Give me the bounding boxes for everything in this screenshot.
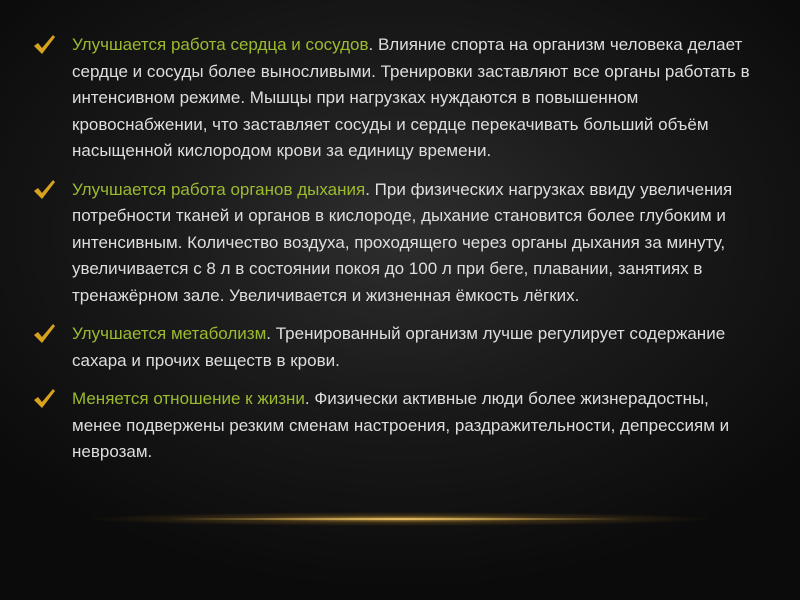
- bullet-heading: Улучшается работа органов дыхания: [72, 179, 366, 199]
- decorative-glow-line: [170, 518, 630, 520]
- bullet-item: [30, 32, 750, 165]
- bullet-list: [30, 32, 750, 478]
- bullet-item: [30, 386, 750, 466]
- checkmark-icon: [32, 33, 56, 57]
- bullet-heading: Улучшается метаболизм: [72, 324, 267, 343]
- checkmark-icon: [32, 178, 56, 202]
- bullet-text: . Влияние спорта на организм человека делает сердце и сосуды более выносливыми. Тренировки заставляют все органы работать в интенсивном режиме. Мышцы при нагрузках нуждаются в повышенном кровоснабжении, что заставляет сосуды и сердце перекачивать больший объём насыщенной кислородом крови за единицу времени.: [72, 35, 750, 160]
- checkmark-icon: [32, 322, 56, 346]
- bullet-heading: Меняется отношение к жизни: [72, 389, 305, 408]
- bullet-heading: Улучшается работа сердца и сосудов: [72, 35, 369, 54]
- bullet-text: . Физически активные люди более жизнерадостны, менее подвержены резким сменам настроения, раздражительности, депрессиям и неврозам.: [72, 389, 730, 461]
- bullet-item: [30, 177, 750, 310]
- bullet-text: . Тренированный организм лучше регулирует содержание сахара и прочих веществ в крови.: [72, 324, 726, 370]
- bullet-item: [30, 321, 750, 374]
- bullet-text: . При физических нагрузках ввиду увеличения потребности тканей и органов в кислороде, дыхание становится более глубоким и интенсивным. Количество воздуха, проходящего через органы дыхания за минуту, увеличивается с 8 л в состоянии покоя до 100 л при беге, плавании, занятиях в тренажёрном зале. Увеличивается и жизненная ёмкость лёгких.: [72, 179, 733, 305]
- checkmark-icon: [32, 387, 56, 411]
